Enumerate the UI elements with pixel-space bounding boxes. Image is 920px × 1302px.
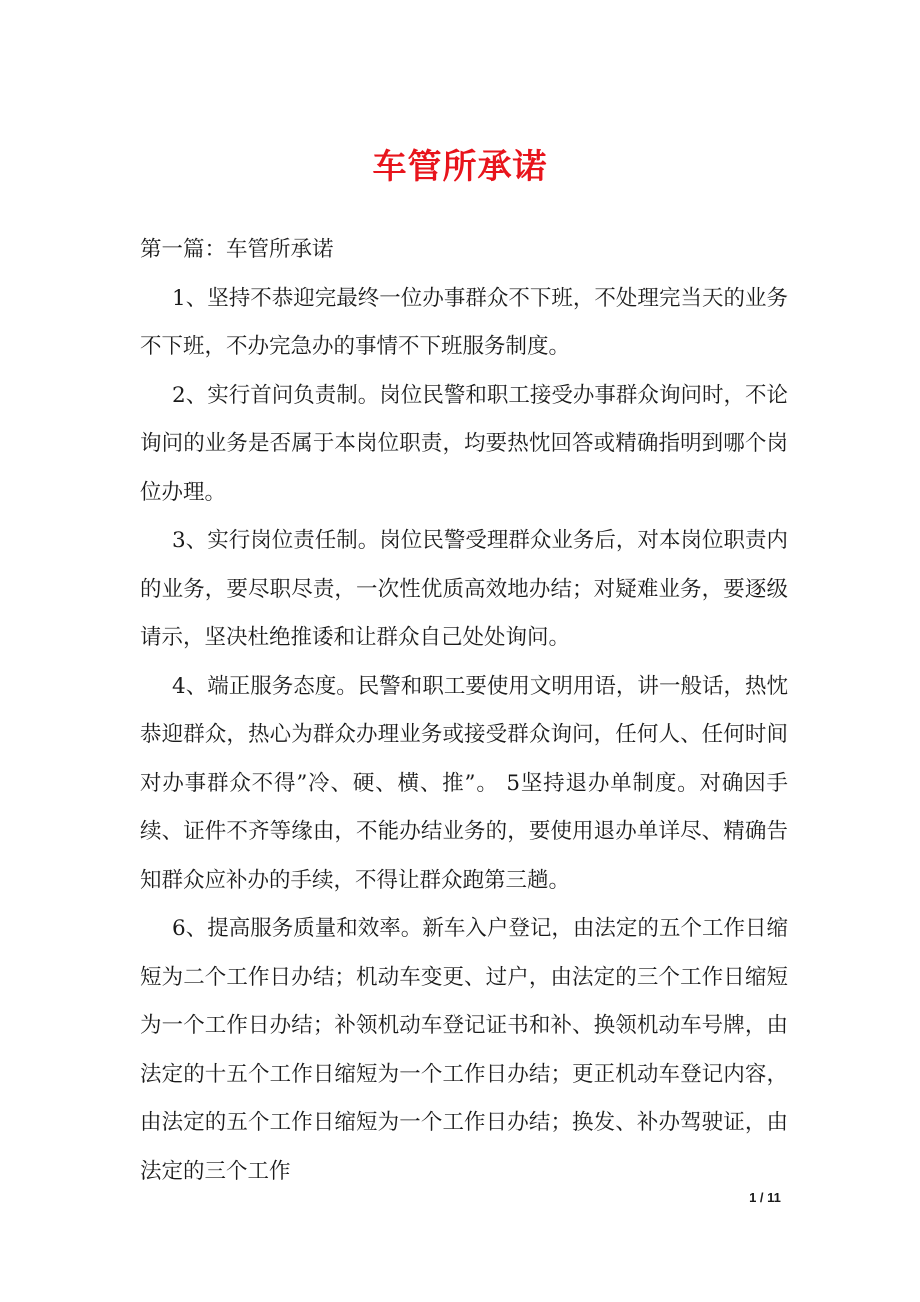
document-title: 车管所承诺 — [372, 147, 548, 187]
paragraph-4: 4、端正服务态度。民警和职工要使用文明用语，讲一般话，热忱恭迎群众，热心为群众办理业务或接受群众询问，任何人、任何时间对办事群众不得”冷、硬、横、推”。 5坚持退办单制度。对确因手续、证件不齐等缘由，不能办结业务的，要使用退办单详尽、精确告知群众应补办的手续，不得让群众跑第三趟。 — [140, 673, 788, 893]
paragraph-2: 2、实行首问负责制。岗位民警和职工接受办事群众询问时，不论询问的业务是否属于本岗位职责，均要热忱回答或精确指明到哪个岗位办理。 — [140, 382, 788, 505]
page-number: 1 / 11 — [749, 1190, 781, 1205]
paragraph-3: 3、实行岗位责任制。岗位民警受理群众业务后，对本岗位职责内的业务，要尽职尽责，一次性优质高效地办结；对疑难业务，要逐级请示，坚决杜绝推诿和让群众自己处处询问。 — [140, 528, 788, 650]
paragraph-1: 1、坚持不恭迎完最终一位办事群众不下班，不处理完当天的业务不下班，不办完急办的事情不下班服务制度。 — [140, 285, 788, 359]
section-heading: 第一篇：车管所承诺 — [140, 237, 334, 262]
document-body — [140, 226, 788, 1196]
paragraph-6: 6、提高服务质量和效率。新车入户登记，由法定的五个工作日缩短为二个工作日办结；机动车变更、过户，由法定的三个工作日缩短为一个工作日办结；补领机动车登记证书和补、换领机动车号牌，由法定的十五个工作日缩短为一个工作日办结；更正机动车登记内容，由法定的五个工作日缩短为一个工作日办结；换发、补办驾驶证，由法定的三个工作 — [140, 916, 788, 1184]
